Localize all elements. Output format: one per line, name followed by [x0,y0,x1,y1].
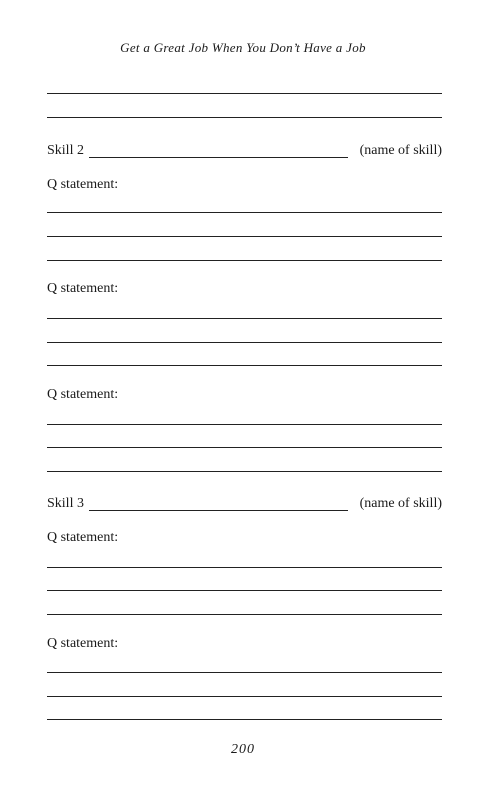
answer-line[interactable] [47,424,442,425]
answer-line[interactable] [47,696,442,697]
answer-line[interactable] [47,719,442,720]
answer-line[interactable] [47,212,442,213]
answer-line[interactable] [47,365,442,366]
answer-line[interactable] [47,260,442,261]
skill-name-hint: (name of skill) [359,496,442,511]
skill-label: Skill 3 [47,496,84,511]
q-statement-label: Q statement: [47,281,119,296]
answer-line[interactable] [47,590,442,591]
answer-line[interactable] [47,447,442,448]
skill-label: Skill 2 [47,143,84,158]
answer-line[interactable] [47,672,442,673]
answer-line[interactable] [47,471,442,472]
skill-name-blank[interactable] [89,510,348,511]
answer-line[interactable] [47,614,442,615]
skill-name-hint: (name of skill) [359,143,442,158]
running-header: Get a Great Job When You Don’t Have a Job [120,40,366,55]
q-statement-label: Q statement: [47,177,119,192]
skill-row-2 [47,143,442,161]
answer-line[interactable] [47,342,442,343]
q-statement-label: Q statement: [47,636,119,651]
answer-line[interactable] [47,93,442,94]
page-number: 200 [231,742,255,757]
skill-row-3 [47,496,442,514]
q-statement-label: Q statement: [47,530,119,545]
answer-line[interactable] [47,236,442,237]
answer-line[interactable] [47,567,442,568]
skill-name-blank[interactable] [89,157,348,158]
answer-line[interactable] [47,117,442,118]
q-statement-label: Q statement: [47,387,119,402]
answer-line[interactable] [47,318,442,319]
